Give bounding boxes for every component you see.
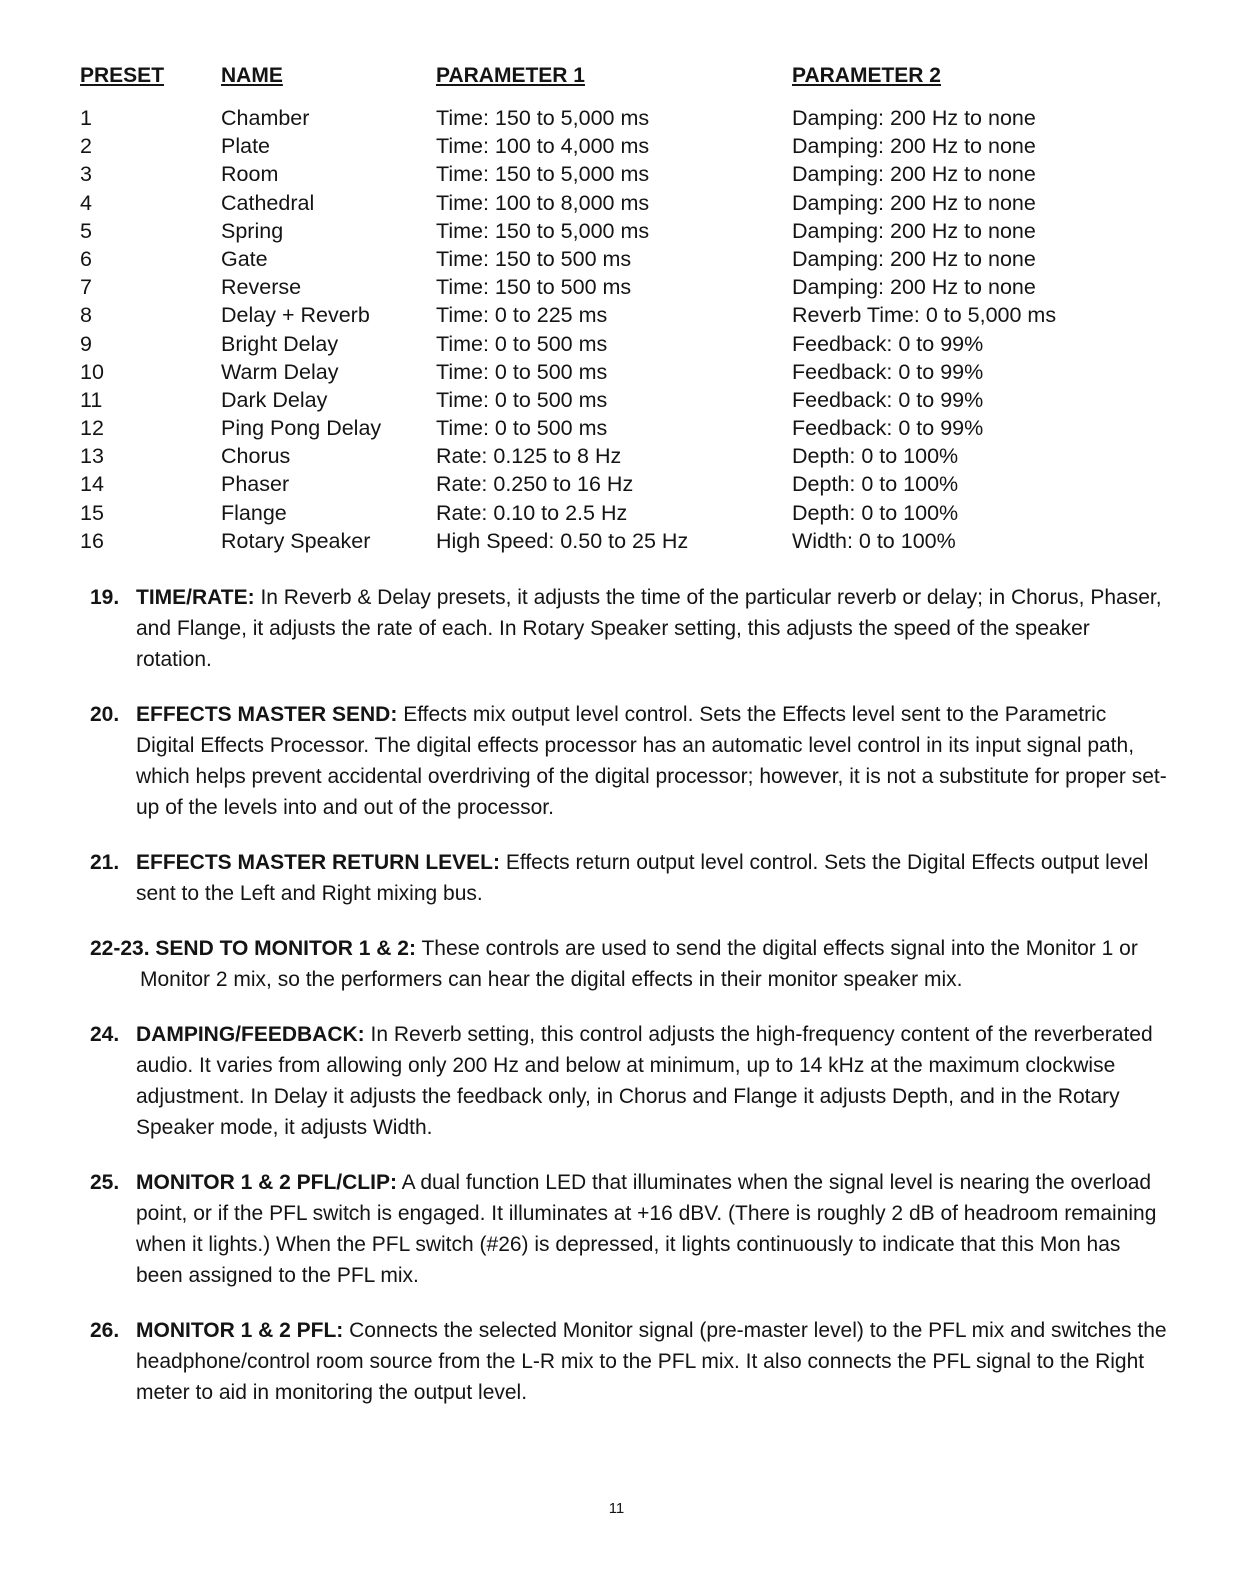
preset-name: Room [221,162,279,187]
list-item [90,699,1170,823]
item-number: 24. [90,1023,120,1046]
table-row [80,442,1160,470]
item-title: EFFECTS MASTER RETURN LEVEL: [136,851,501,874]
table-row [80,104,1160,132]
item-text: Connects the selected Monitor signal (pre-master level) to the PFL mix and switches the headphone/control room source from the L-R mix to the PFL mix. It also connects the PFL signal to the Right meter to aid in monitoring the output level. [136,1319,1167,1404]
preset-name: Gate [221,246,268,271]
preset-number: 7 [80,275,92,300]
table-row [80,358,1160,386]
preset-number: 15 [80,500,104,525]
parameter-2-value: Damping: 200 Hz to none [792,246,1036,271]
header-name: NAME [221,64,283,87]
preset-name: Dark Delay [221,387,328,412]
header-parameter-2: PARAMETER 2 [792,64,941,87]
preset-name: Delay + Reverb [221,303,370,328]
parameter-2-value: Width: 0 to 100% [792,528,956,553]
page-number: 11 [608,1500,625,1517]
preset-name: Chorus [221,444,291,469]
list-item [90,1167,1170,1291]
parameter-2-value: Depth: 0 to 100% [792,444,959,469]
table-row [80,160,1160,188]
preset-table-header [80,64,1160,104]
table-row [80,301,1160,329]
preset-table-body [80,104,1160,555]
preset-table [80,64,1160,555]
preset-number: 4 [80,190,92,215]
list-item [90,933,1170,995]
table-row [80,499,1160,527]
parameter-2-value: Depth: 0 to 100% [792,472,959,497]
header-parameter-1: PARAMETER 1 [436,64,585,87]
preset-name: Rotary Speaker [221,528,371,553]
parameter-1-value: Time: 150 to 500 ms [436,275,632,300]
preset-number: 14 [80,472,104,497]
list-item [90,1315,1170,1408]
parameter-2-value: Depth: 0 to 100% [792,500,959,525]
parameter-1-value: Time: 0 to 225 ms [436,303,608,328]
item-text: Effects return output level control. Sets the Digital Effects output level sent to the Left and Right mixing bus. [136,851,1149,905]
preset-number: 10 [80,359,104,384]
table-row [80,217,1160,245]
preset-number: 3 [80,162,92,187]
parameter-2-value: Damping: 200 Hz to none [792,275,1036,300]
item-number: 20. [90,703,120,726]
parameter-2-value: Damping: 200 Hz to none [792,162,1036,187]
preset-name: Flange [221,500,287,525]
parameter-1-value: Time: 0 to 500 ms [436,416,608,441]
item-text: These controls are used to send the digital effects signal into the Monitor 1 or Monitor 2 mix, so the performers can hear the digital effects in their monitor speaker mix. [140,937,1138,991]
parameter-1-value: Time: 100 to 8,000 ms [436,190,650,215]
table-row [80,132,1160,160]
preset-number: 12 [80,416,104,441]
table-row [80,245,1160,273]
table-row [80,273,1160,301]
table-row [80,386,1160,414]
item-text: A dual function LED that illuminates when the signal level is nearing the overload point, or if the PFL switch is engaged. It illuminates at +16 dBV. (There is roughly 2 dB of headroom remaining when it lights.) When the PFL switch (#26) is depressed, it lights continuously to indicate that this Mon has been assigned to the PFL mix. [136,1171,1157,1287]
parameter-1-value: Rate: 0.250 to 16 Hz [436,472,634,497]
item-title: SEND TO MONITOR 1 & 2: [155,937,416,960]
preset-name: Bright Delay [221,331,339,356]
parameter-2-value: Reverb Time: 0 to 5,000 ms [792,303,1057,328]
header-preset: PRESET [80,64,165,87]
parameter-1-value: Time: 150 to 500 ms [436,246,632,271]
preset-name: Phaser [221,472,290,497]
preset-name: Chamber [221,106,310,130]
parameter-1-value: Time: 0 to 500 ms [436,359,608,384]
parameter-1-value: Time: 100 to 4,000 ms [436,134,650,159]
parameter-2-value: Feedback: 0 to 99% [792,331,984,356]
preset-name: Reverse [221,275,302,300]
preset-number: 5 [80,218,92,243]
parameter-2-value: Damping: 200 Hz to none [792,190,1036,215]
table-row [80,330,1160,358]
parameter-1-value: Time: 0 to 500 ms [436,387,608,412]
preset-number: 6 [80,246,92,271]
item-text: In Reverb & Delay presets, it adjusts the time of the particular reverb or delay; in Chorus, Phaser, and Flange, it adjusts the rate of each. In Rotary Speaker setting, this adjusts the speed of the speaker rotation. [136,586,1162,671]
parameter-1-value: Rate: 0.125 to 8 Hz [436,444,622,469]
preset-number: 16 [80,528,104,553]
item-number: 26. [90,1319,120,1342]
preset-name: Spring [221,218,284,243]
parameter-2-value: Feedback: 0 to 99% [792,387,984,412]
parameter-1-value: Rate: 0.10 to 2.5 Hz [436,500,628,525]
preset-name: Warm Delay [221,359,339,384]
table-row [80,414,1160,442]
preset-name: Plate [221,134,271,159]
parameter-2-value: Feedback: 0 to 99% [792,416,984,441]
item-number: 25. [90,1171,120,1194]
table-row [80,527,1160,555]
preset-number: 8 [80,303,92,328]
parameter-1-value: Time: 150 to 5,000 ms [436,162,650,187]
parameter-2-value: Damping: 200 Hz to none [792,218,1036,243]
preset-number: 1 [80,106,92,130]
item-title: EFFECTS MASTER SEND: [136,703,398,726]
preset-name: Ping Pong Delay [221,416,382,441]
parameter-1-value: High Speed: 0.50 to 25 Hz [436,528,689,553]
parameter-1-value: Time: 150 to 5,000 ms [436,106,650,130]
control-descriptions [90,582,1170,1432]
table-row [80,470,1160,498]
preset-name: Cathedral [221,190,315,215]
parameter-2-value: Feedback: 0 to 99% [792,359,984,384]
preset-number: 13 [80,444,104,469]
preset-number: 9 [80,331,92,356]
item-title: MONITOR 1 & 2 PFL/CLIP: [136,1171,397,1194]
item-number: 22-23. [90,937,150,960]
table-row [80,189,1160,217]
item-title: DAMPING/FEEDBACK: [136,1023,365,1046]
parameter-1-value: Time: 0 to 500 ms [436,331,608,356]
parameter-1-value: Time: 150 to 5,000 ms [436,218,650,243]
item-title: TIME/RATE: [136,586,255,609]
parameter-2-value: Damping: 200 Hz to none [792,134,1036,159]
preset-number: 11 [80,387,103,412]
parameter-2-value: Damping: 200 Hz to none [792,106,1036,130]
list-item [90,1019,1170,1143]
item-text: In Reverb setting, this control adjusts the high-frequency content of the reverberated audio. It varies from allowing only 200 Hz and below at minimum, up to 14 kHz at the maximum clockwise adjustment. In Delay it adjusts the feedback only, in Chorus and Flange it adjusts Depth, and in the Rotary Speaker mode, it adjusts Width. [136,1023,1153,1139]
list-item [90,582,1170,675]
list-item [90,847,1170,909]
item-number: 21. [90,851,120,874]
item-title: MONITOR 1 & 2 PFL: [136,1319,344,1342]
item-text: Effects mix output level control. Sets the Effects level sent to the Parametric Digital Effects Processor. The digital effects processor has an automatic level control in its input signal path, which helps prevent accidental overdriving of the digital processor; however, it is not a substitute for proper set-up of the levels into and out of the processor. [136,703,1167,819]
item-number: 19. [90,586,120,609]
preset-number: 2 [80,134,92,159]
